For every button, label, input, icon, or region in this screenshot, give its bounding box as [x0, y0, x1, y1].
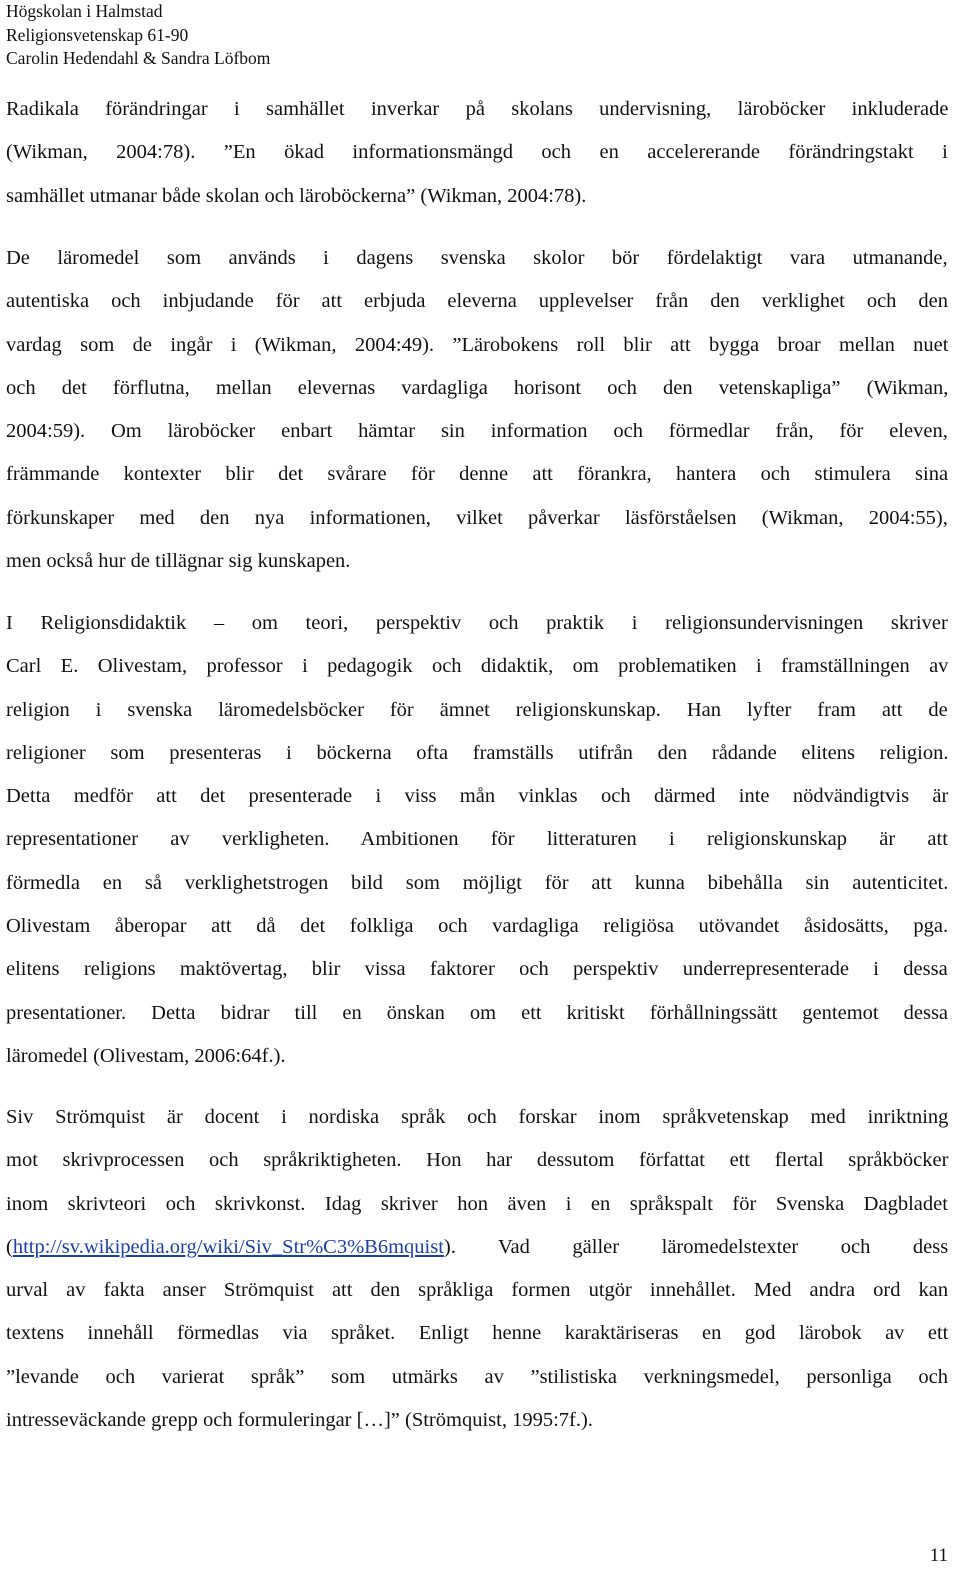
link-prefix: (: [6, 1235, 13, 1258]
header-course: Religionsvetenskap 61-90: [6, 24, 189, 45]
paragraph-line: främmande kontexter blir det svårare för denne att förankra, hantera och stimulera sina: [6, 463, 949, 486]
paragraph-line: intresseväckande grepp och formuleringar […]” (Strömquist, 1995:7f.).: [6, 1409, 593, 1432]
paragraph-line: representationer av verkligheten. Ambitionen för litteraturen i religionskunskap är att: [6, 828, 948, 851]
wikipedia-link[interactable]: http://sv.wikipedia.org/wiki/Siv_Str%C3%B6mquist: [12, 1235, 444, 1258]
paragraph-line: De läromedel som används i dagens svenska skolor bör fördelaktigt vara utmanande,: [6, 247, 948, 269]
paragraph-line-with-link: [6, 1226, 948, 1269]
paragraph-line: vardag som de ingår i (Wikman, 2004:49). ”Lärobokens roll blir att bygga broar mellan nuet: [6, 333, 949, 356]
paragraph-line: mot skrivprocessen och språkriktigheten. Hon har dessutom författat ett flertal språkböcker: [6, 1149, 949, 1172]
paragraph-line: autentiska och inbjudande för att erbjuda eleverna upplevelser från den verklighet och den: [6, 290, 948, 313]
paragraph-line: Detta medför att det presenterade i viss mån vinklas och därmed inte nödvändigtvis är: [6, 785, 949, 808]
paragraph-line: läromedel (Olivestam, 2006:64f.).: [6, 1044, 286, 1067]
paragraph-4: [6, 1096, 948, 1442]
link-suffix: ). Vad gäller läromedelstexter och dess: [443, 1235, 949, 1258]
paragraph-3: [6, 602, 948, 1078]
paragraph-1: [6, 88, 948, 218]
paragraph-line: religioner som presenteras i böckerna ofta framställs utifrån den rådande elitens religion.: [6, 741, 949, 764]
paragraph-line: textens innehåll förmedlas via språket. Enligt henne karaktäriseras en god lärobok av ett: [6, 1322, 949, 1345]
paragraph-line: och det förflutna, mellan elevernas vardagliga horisont och den vetenskapliga” (Wikman,: [6, 376, 949, 399]
paragraph-line: Olivestam åberopar att då det folkliga och vardagliga religiösa utövandet åsidosätts, pga.: [6, 915, 949, 938]
header-authors: Carolin Hedendahl & Sandra Löfbom: [6, 48, 271, 68]
paragraph-line: I Religionsdidaktik – om teori, perspektiv och praktik i religionsundervisningen skriver: [6, 612, 948, 634]
document-header: [6, 0, 270, 71]
paragraph-line: samhället utmanar både skolan och läroböckerna” (Wikman, 2004:78).: [6, 184, 587, 207]
page-number: 11: [929, 1545, 948, 1566]
paragraph-line: Siv Strömquist är docent i nordiska språk och forskar inom språkvetenskap med inriktning: [6, 1106, 949, 1128]
paragraph-line: Radikala förändringar i samhället inverkar på skolans undervisning, läroböcker inkluderade: [6, 98, 949, 120]
paragraph-line: förmedla en så verklighetstrogen bild som möjligt för att kunna bibehålla sin autenticitet.: [6, 871, 949, 894]
paragraph-line: religion i svenska läromedelsböcker för ämnet religionskunskap. Han lyfter fram att de: [6, 698, 948, 721]
header-institution: Högskolan i Halmstad: [6, 1, 163, 21]
paragraph-line: men också hur de tillägnar sig kunskapen.: [6, 550, 351, 573]
paragraph-line: urval av fakta anser Strömquist att den språkliga formen utgör innehållet. Med andra ord kan: [6, 1279, 949, 1302]
paragraph-line: förkunskaper med den nya informationen, vilket påverkar läsförståelsen (Wikman, 2004:55),: [6, 506, 948, 529]
paragraph-line: ”levande och varierat språk” som utmärks av ”stilistiska verkningsmedel, personliga och: [6, 1365, 948, 1388]
paragraph-line: (Wikman, 2004:78). ”En ökad informationsmängd och en accelererande förändringstakt i: [6, 141, 948, 164]
paragraph-2: [6, 237, 948, 583]
paragraph-line: 2004:59). Om läroböcker enbart hämtar sin information och förmedlar från, för eleven,: [6, 420, 948, 443]
paragraph-line: inom skrivteori och skrivkonst. Idag skriver hon även i en språkspalt för Svenska Dagbladet: [6, 1192, 948, 1215]
paragraph-line: elitens religions maktövertag, blir vissa faktorer och perspektiv underrepresenterade i dessa: [6, 958, 948, 981]
paragraph-line: Carl E. Olivestam, professor i pedagogik och didaktik, om problematiken i framställningen av: [6, 655, 949, 678]
paragraph-line: presentationer. Detta bidrar till en önskan om ett kritiskt förhållningssätt gentemot dessa: [6, 1001, 949, 1024]
